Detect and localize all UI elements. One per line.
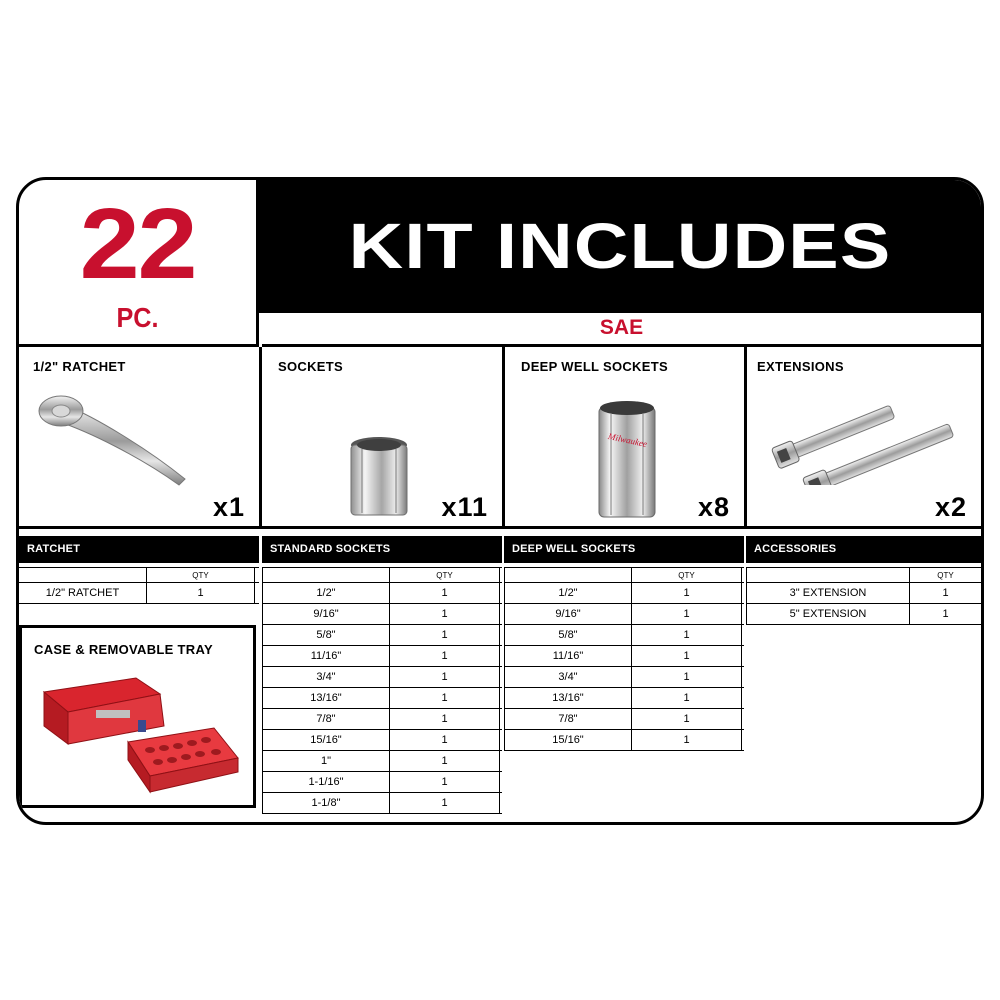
deep-well-sockets-table bbox=[504, 536, 744, 751]
qty-header: QTY bbox=[632, 568, 742, 582]
item-cell: 1/2" bbox=[504, 583, 632, 603]
item-cell: 1-1/16" bbox=[262, 772, 390, 792]
tile-sockets-label: SOCKETS bbox=[278, 359, 343, 374]
tile-ratchet-label: 1/2" RATCHET bbox=[33, 359, 126, 374]
qty-cell: 1 bbox=[390, 793, 500, 813]
qty-header: QTY bbox=[390, 568, 500, 582]
table-row bbox=[504, 730, 744, 751]
table-row bbox=[262, 751, 502, 772]
qty-cell: 1 bbox=[632, 604, 742, 624]
qty-cell: 1 bbox=[390, 709, 500, 729]
table-row bbox=[262, 583, 502, 604]
table-row bbox=[746, 604, 984, 625]
qty-cell: 1 bbox=[390, 730, 500, 750]
case-tray-label: CASE & REMOVABLE TRAY bbox=[34, 642, 213, 657]
qty-cell: 1 bbox=[390, 625, 500, 645]
item-cell: 3" EXTENSION bbox=[746, 583, 910, 603]
table-row bbox=[262, 793, 502, 814]
page-title: KIT INCLUDES bbox=[348, 210, 892, 282]
piece-count-unit: PC. bbox=[116, 302, 159, 333]
ratchet-table bbox=[19, 536, 259, 604]
table-row bbox=[262, 625, 502, 646]
qty-cell: 1 bbox=[390, 604, 500, 624]
ratchet-table-title: RATCHET bbox=[19, 536, 259, 563]
item-cell: 9/16" bbox=[262, 604, 390, 624]
qty-cell: 1 bbox=[390, 667, 500, 687]
item-cell: 5/8" bbox=[504, 625, 632, 645]
tile-extensions bbox=[744, 347, 981, 529]
qty-cell: 1 bbox=[147, 583, 255, 603]
table-row bbox=[504, 604, 744, 625]
item-cell: 15/16" bbox=[262, 730, 390, 750]
tile-deep-well-label: DEEP WELL SOCKETS bbox=[521, 359, 668, 374]
table-row bbox=[262, 604, 502, 625]
table-row bbox=[504, 709, 744, 730]
qty-cell: 1 bbox=[390, 646, 500, 666]
item-cell: 5" EXTENSION bbox=[746, 604, 910, 624]
qty-cell: 1 bbox=[632, 688, 742, 708]
table-header-row bbox=[746, 567, 984, 583]
tile-ratchet bbox=[19, 347, 259, 529]
qty-cell: 1 bbox=[632, 730, 742, 750]
standard-label: SAE bbox=[599, 316, 644, 339]
case-and-tray-icon bbox=[38, 668, 248, 798]
qty-cell: 1 bbox=[910, 583, 982, 603]
table-row bbox=[262, 667, 502, 688]
ratchet-icon bbox=[35, 387, 195, 487]
qty-cell: 1 bbox=[632, 667, 742, 687]
item-cell: 9/16" bbox=[504, 604, 632, 624]
item-cell: 1/2" RATCHET bbox=[19, 583, 147, 603]
tile-deep-well bbox=[502, 347, 744, 529]
table-row bbox=[262, 688, 502, 709]
socket-icon bbox=[348, 435, 410, 521]
table-row bbox=[262, 730, 502, 751]
item-cell: 13/16" bbox=[262, 688, 390, 708]
tile-sockets-qty: x11 bbox=[441, 492, 488, 522]
table-row bbox=[504, 583, 744, 604]
extension-bars-icon bbox=[767, 395, 957, 485]
table-header-row bbox=[19, 567, 259, 583]
qty-cell: 1 bbox=[632, 709, 742, 729]
table-row bbox=[504, 625, 744, 646]
item-cell: 3/4" bbox=[504, 667, 632, 687]
standard-band bbox=[262, 313, 981, 347]
qty-header: QTY bbox=[147, 568, 255, 582]
tile-extensions-qty: x2 bbox=[934, 492, 967, 522]
qty-cell: 1 bbox=[632, 646, 742, 666]
accessories-table bbox=[746, 536, 984, 625]
table-header-row bbox=[262, 567, 502, 583]
tile-ratchet-qty: x1 bbox=[212, 492, 245, 522]
item-cell: 5/8" bbox=[262, 625, 390, 645]
qty-cell: 1 bbox=[910, 604, 982, 624]
item-cell: 11/16" bbox=[504, 646, 632, 666]
title-band bbox=[259, 180, 981, 313]
standard-sockets-table-title: STANDARD SOCKETS bbox=[262, 536, 502, 563]
item-cell: 11/16" bbox=[262, 646, 390, 666]
qty-cell: 1 bbox=[390, 583, 500, 603]
item-cell: 1" bbox=[262, 751, 390, 771]
tile-extensions-label: EXTENSIONS bbox=[757, 359, 844, 374]
kit-contents-card bbox=[16, 177, 984, 825]
table-row bbox=[262, 709, 502, 730]
table-row bbox=[19, 583, 259, 604]
piece-count: 22 bbox=[79, 188, 196, 300]
deep-well-sockets-table-title: DEEP WELL SOCKETS bbox=[504, 536, 744, 563]
item-cell: 7/8" bbox=[504, 709, 632, 729]
qty-cell: 1 bbox=[390, 688, 500, 708]
item-cell: 13/16" bbox=[504, 688, 632, 708]
case-tray-box bbox=[19, 625, 256, 808]
item-cell: 1-1/8" bbox=[262, 793, 390, 813]
item-cell: 1/2" bbox=[262, 583, 390, 603]
table-row bbox=[504, 688, 744, 709]
table-row bbox=[746, 583, 984, 604]
tile-sockets bbox=[259, 347, 502, 529]
item-cell: 3/4" bbox=[262, 667, 390, 687]
qty-cell: 1 bbox=[390, 751, 500, 771]
item-cell: 15/16" bbox=[504, 730, 632, 750]
table-header-row bbox=[504, 567, 744, 583]
qty-cell: 1 bbox=[390, 772, 500, 792]
item-cell: 7/8" bbox=[262, 709, 390, 729]
qty-header: QTY bbox=[910, 568, 982, 582]
tile-deep-well-qty: x8 bbox=[697, 492, 730, 522]
table-row bbox=[262, 646, 502, 667]
table-row bbox=[504, 667, 744, 688]
standard-sockets-table bbox=[262, 536, 502, 814]
qty-cell: 1 bbox=[632, 583, 742, 603]
qty-cell: 1 bbox=[632, 625, 742, 645]
table-row bbox=[504, 646, 744, 667]
accessories-table-title: ACCESSORIES bbox=[746, 536, 984, 563]
svg-text:Milwaukee: Milwaukee bbox=[607, 431, 648, 450]
deep-well-socket-icon bbox=[595, 399, 659, 521]
table-row bbox=[262, 772, 502, 793]
